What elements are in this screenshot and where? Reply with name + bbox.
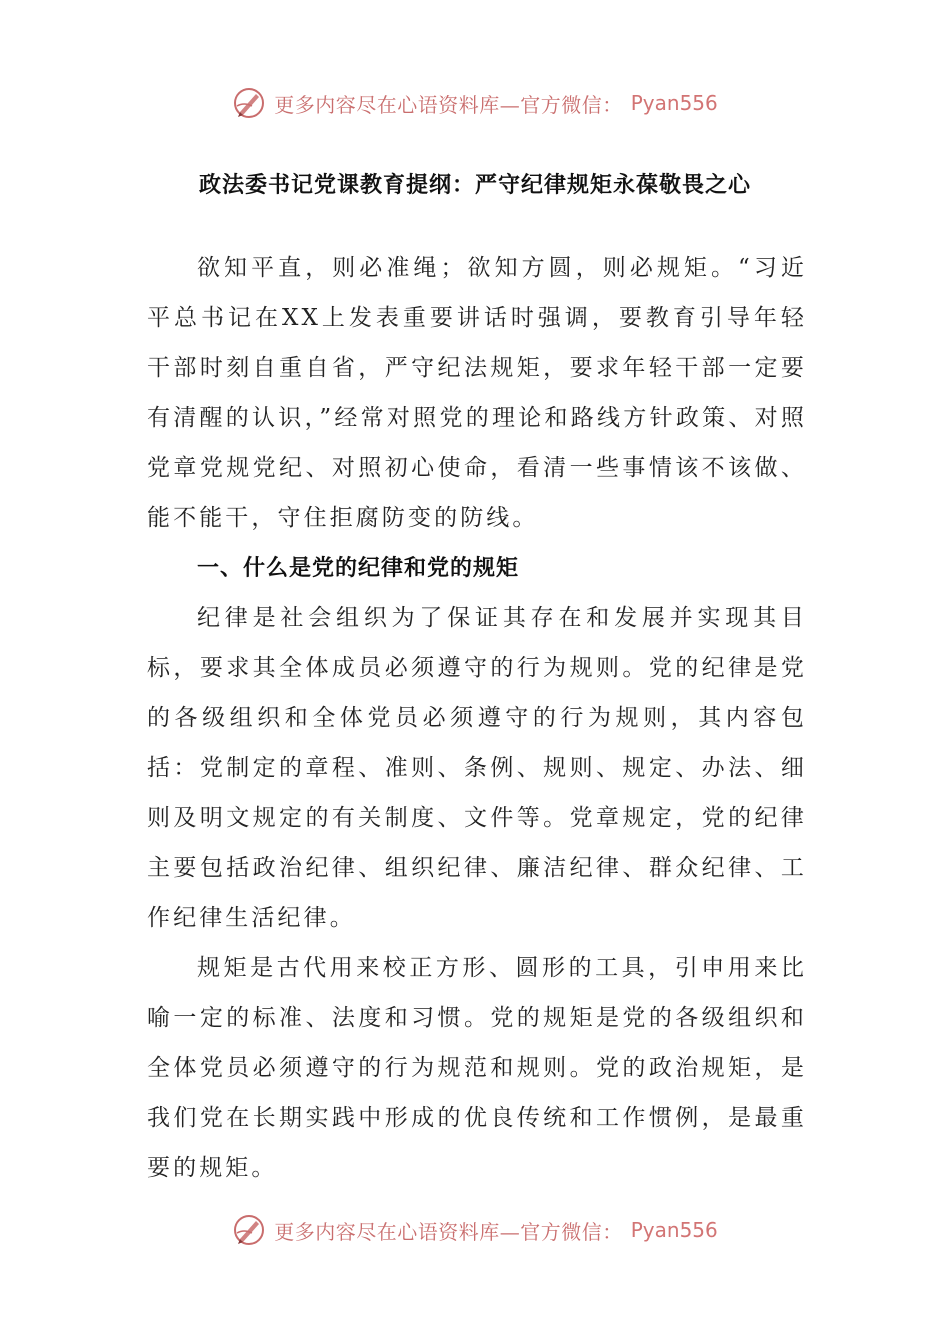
document-title: 政法委书记党课教育提纲：严守纪律规矩永葆敬畏之心 xyxy=(198,172,751,198)
section-heading: 一、什么是党的纪律和党的规矩 xyxy=(197,555,520,581)
pen-logo-icon xyxy=(232,86,266,120)
body-paragraph: 规矩是古代用来校正方形、圆形的工具，引申用来比喻一定的标准、法度和习惯。党的规矩是党的各级组织和全体党员必须遵守的行为规范和规则。党的政治规矩，是我们党在长期实践中形成的优良传统和工作惯例，是最重要的规矩。 xyxy=(147,955,807,1181)
watermark-wechat-id: Pyan556 xyxy=(630,1218,718,1242)
footer-watermark xyxy=(0,1210,950,1250)
pen-logo-icon xyxy=(232,1213,266,1247)
header-watermark xyxy=(0,83,950,123)
body-paragraph: 纪律是社会组织为了保证其存在和发展并实现其目标，要求其全体成员必须遵守的行为规则。党的纪律是党的各级组织和全体党员必须遵守的行为规则，其内容包括：党制定的章程、准则、条例、规则、规定、办法、细则及明文规定的有关制度、文件等。党章规定，党的纪律主要包括政治纪律、组织纪律、廉洁纪律、群众纪律、工作纪律生活纪律。 xyxy=(147,605,807,931)
watermark-text: 更多内容尽在心语资料库—官方微信： xyxy=(274,92,623,117)
intro-paragraph: 欲知平直，则必准绳；欲知方圆，则必规矩。“习近平总书记在XX上发表重要讲话时强调，要教育引导年轻干部时刻自重自省，严守纪法规矩，要求年轻干部一定要有清醒的认识，”经常对照党的理论和路线方针政策、对照党章党规党纪、对照初心使命，看清一些事情该不该做、能不能干，守住拒腐防变的防线。 xyxy=(147,255,807,531)
watermark-text: 更多内容尽在心语资料库—官方微信： xyxy=(274,1219,623,1244)
watermark-wechat-id: Pyan556 xyxy=(630,91,718,115)
document-body xyxy=(147,243,807,1193)
